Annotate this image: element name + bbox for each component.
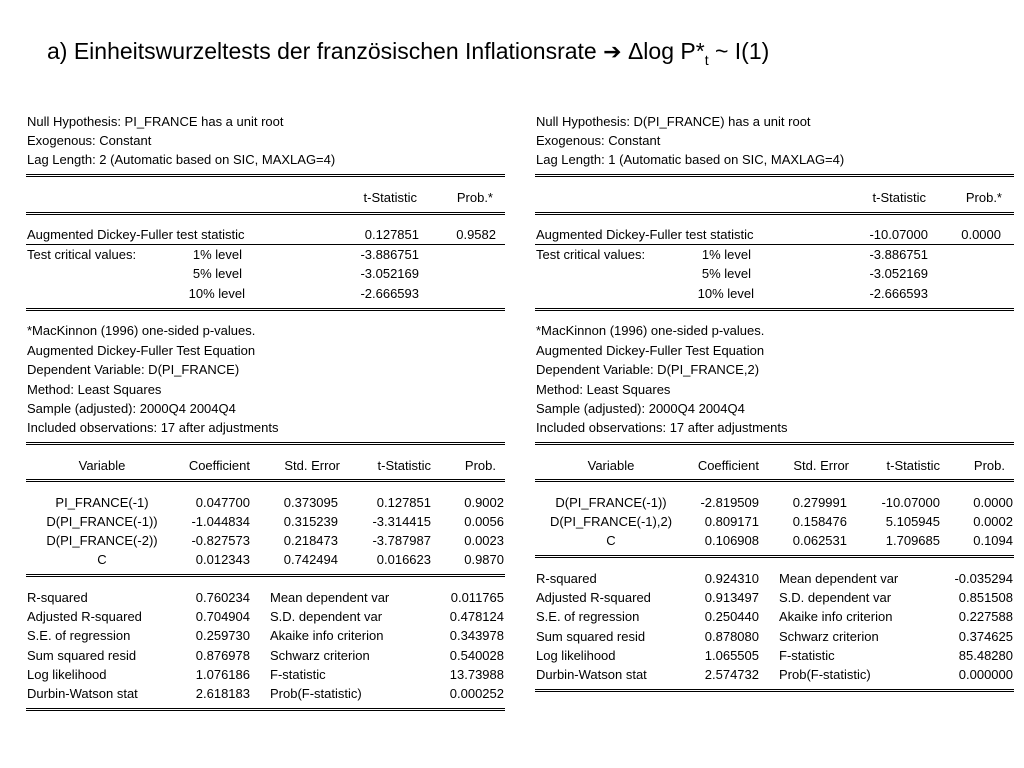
col-header-prob: Prob. [464,458,496,473]
reg-header-row [535,456,1014,475]
table-row [26,550,505,569]
stat-label: Sum squared resid [27,648,137,663]
page-title [47,36,769,69]
reg-coef: 0.809171 [704,514,759,529]
adf-prob: 0.0000 [961,227,1001,242]
adf-row [535,225,1014,244]
crit-value: -3.886751 [360,247,419,262]
stat-label: Schwarz criterion [779,629,879,644]
stats-row [535,646,1014,665]
lag-length-line: Lag Length: 2 (Automatic based on SIC, MAXLAG=4) [27,152,336,167]
table-row [535,493,1014,512]
divider [26,442,505,445]
reg-prob: 0.0023 [464,533,504,548]
stat-value: -0.035294 [954,571,1013,586]
title-tail: ~ I(1) [714,38,770,64]
reg-variable: C [97,552,107,567]
stat-value: 0.343978 [449,628,504,643]
table-row [26,493,505,512]
stat-label: Schwarz criterion [270,648,370,663]
lag-length-line: Lag Length: 1 (Automatic based on SIC, MAXLAG=4) [536,152,845,167]
note-line: Sample (adjusted): 2000Q4 2004Q4 [536,401,745,416]
stats-row [535,627,1014,646]
arrow-right-icon: ➔ [603,39,622,64]
reg-variable: D(PI_FRANCE(-1),2) [549,514,673,529]
stat-label: S.E. of regression [536,609,640,624]
adf-tstat: -10.07000 [869,227,928,242]
divider [26,174,505,177]
table-row [26,512,505,531]
stat-value: 0.924310 [704,571,759,586]
stat-value: 0.250440 [704,609,759,624]
note-line: Method: Least Squares [536,382,671,397]
note-line: Augmented Dickey-Fuller Test Equation [536,343,765,358]
crit-label: Test critical values: [536,247,646,262]
stat-label: Prob(F-statistic) [779,667,871,682]
left-panel [26,112,505,732]
divider [26,708,505,711]
crit-value: -3.052169 [869,266,928,281]
stat-value: 0.704904 [195,609,250,624]
reg-tstat: -10.07000 [881,495,940,510]
adf-prob: 0.9582 [456,227,496,242]
stats-row [26,646,505,665]
reg-prob: 0.1094 [973,533,1013,548]
crit-level: 1% level [192,247,242,262]
title-main: a) Einheitswurzeltests der französischen Inflationsrate [47,38,597,64]
note-line: Sample (adjusted): 2000Q4 2004Q4 [27,401,236,416]
col-header-tstatistic: t-Statistic [886,458,940,473]
reg-prob: 0.0000 [973,495,1013,510]
title-expression: Δlog P* [627,38,705,64]
crit-row [26,245,505,264]
reg-std-error: 0.218473 [283,533,338,548]
stat-label: Akaike info criterion [270,628,384,643]
reg-tstat: 1.709685 [885,533,940,548]
note-line: Included observations: 17 after adjustments [27,420,279,435]
stat-value: 2.618183 [195,686,250,701]
stat-value: 0.851508 [958,590,1013,605]
stat-value: 0.478124 [449,609,504,624]
note-line: Dependent Variable: D(PI_FRANCE,2) [536,362,760,377]
note-line: *MacKinnon (1996) one-sided p-values. [27,323,256,338]
crit-level: 10% level [697,286,754,301]
crit-label: Test critical values: [27,247,137,262]
crit-level: 5% level [192,266,242,281]
stat-value: 85.48280 [958,648,1013,663]
reg-variable: D(PI_FRANCE(-2)) [46,533,158,548]
exogenous-line: Exogenous: Constant [536,133,661,148]
reg-coef: 0.047700 [195,495,250,510]
col-header-variable: Variable [78,458,126,473]
reg-tstat: 5.105945 [885,514,940,529]
divider [535,689,1014,692]
stats-row [535,569,1014,588]
reg-coef: -0.827573 [191,533,250,548]
stat-label: R-squared [536,571,597,586]
reg-std-error: 0.373095 [283,495,338,510]
reg-variable: D(PI_FRANCE(-1)) [555,495,667,510]
stats-row [535,665,1014,684]
note-line: Included observations: 17 after adjustments [536,420,788,435]
reg-prob: 0.0056 [464,514,504,529]
note-line: Augmented Dickey-Fuller Test Equation [27,343,256,358]
stats-row [26,588,505,607]
crit-value: -2.666593 [869,286,928,301]
col-header-std-error: Std. Error [793,458,849,473]
col-header-prob: Prob.* [456,190,493,205]
adf-label: Augmented Dickey-Fuller test statistic [536,227,754,242]
reg-tstat: -3.314415 [372,514,431,529]
col-header-std-error: Std. Error [284,458,340,473]
crit-level: 5% level [701,266,751,281]
note-line: Dependent Variable: D(PI_FRANCE) [27,362,240,377]
note-line: *MacKinnon (1996) one-sided p-values. [536,323,765,338]
stat-label: S.D. dependent var [270,609,383,624]
divider [26,212,505,215]
stat-label: Durbin-Watson stat [27,686,138,701]
reg-prob: 0.9002 [464,495,504,510]
adf-tstat: 0.127851 [364,227,419,242]
exogenous-line: Exogenous: Constant [27,133,152,148]
col-header-coefficient: Coefficient [188,458,250,473]
stat-value: 1.065505 [704,648,759,663]
stat-value: 0.374625 [958,629,1013,644]
reg-std-error: 0.315239 [283,514,338,529]
hypothesis-line: Null Hypothesis: D(PI_FRANCE) has a unit root [536,114,811,129]
stat-label: Mean dependent var [779,571,899,586]
col-header-prob: Prob. [973,458,1005,473]
adf-label: Augmented Dickey-Fuller test statistic [27,227,245,242]
stat-value: 0.011765 [450,590,504,605]
crit-row [26,284,505,303]
stat-label: Sum squared resid [536,629,646,644]
col-header-prob: Prob.* [965,190,1002,205]
reg-std-error: 0.279991 [792,495,847,510]
stat-label: Adjusted R-squared [536,590,651,605]
reg-tstat: 0.127851 [376,495,431,510]
stat-value: 0.878080 [704,629,759,644]
hypothesis-line: Null Hypothesis: PI_FRANCE has a unit root [27,114,284,129]
reg-coef: -1.044834 [191,514,250,529]
reg-variable: C [606,533,616,548]
reg-header-row [26,456,505,475]
stat-value: 0.540028 [449,648,504,663]
reg-tstat: 0.016623 [376,552,431,567]
reg-std-error: 0.062531 [792,533,847,548]
stat-value: 13.73988 [449,667,504,682]
crit-row [535,264,1014,283]
col-header-tstatistic: t-Statistic [377,458,431,473]
stat-label: F-statistic [270,667,326,682]
divider [535,555,1014,558]
col-header-tstat: t-Statistic [363,190,417,205]
divider [535,442,1014,445]
table-row [535,512,1014,531]
reg-variable: PI_FRANCE(-1) [55,495,149,510]
crit-row [535,245,1014,264]
crit-value: -3.052169 [360,266,419,281]
stat-value: 0.876978 [195,648,250,663]
crit-row [26,264,505,283]
right-panel [535,112,1014,732]
stat-label: S.E. of regression [27,628,131,643]
reg-coef: 0.012343 [195,552,250,567]
stat-label: F-statistic [779,648,835,663]
table-row [535,531,1014,550]
stats-row [26,607,505,626]
divider [535,479,1014,482]
stat-label: Mean dependent var [270,590,390,605]
divider [535,212,1014,215]
stat-value: 0.000000 [958,667,1013,682]
stat-value: 0.227588 [958,609,1013,624]
stat-value: 0.259730 [195,628,250,643]
stat-label: Log likelihood [27,667,107,682]
crit-row [535,284,1014,303]
stat-value: 0.760234 [195,590,250,605]
stat-label: Prob(F-statistic) [270,686,362,701]
stat-label: R-squared [27,590,88,605]
col-header-coefficient: Coefficient [697,458,759,473]
stat-value: 0.000252 [449,686,504,701]
divider [26,308,505,311]
stat-label: S.D. dependent var [779,590,892,605]
col-header-tstat: t-Statistic [872,190,926,205]
divider [535,174,1014,177]
adf-row [26,225,505,244]
stats-row [26,684,505,703]
title-subscript: t [704,52,709,68]
stat-value: 0.913497 [704,590,759,605]
stat-label: Durbin-Watson stat [536,667,647,682]
crit-level: 10% level [188,286,245,301]
stats-row [535,607,1014,626]
divider [535,308,1014,311]
crit-value: -3.886751 [869,247,928,262]
divider [26,574,505,577]
reg-coef: 0.106908 [704,533,759,548]
crit-level: 1% level [701,247,751,262]
stat-label: Log likelihood [536,648,616,663]
divider [26,479,505,482]
note-line: Method: Least Squares [27,382,162,397]
table-row [26,531,505,550]
reg-std-error: 0.742494 [283,552,338,567]
reg-variable: D(PI_FRANCE(-1)) [46,514,158,529]
reg-coef: -2.819509 [700,495,759,510]
reg-tstat: -3.787987 [372,533,431,548]
stat-label: Akaike info criterion [779,609,893,624]
col-header-variable: Variable [587,458,635,473]
reg-prob: 0.0002 [973,514,1013,529]
stats-row [26,665,505,684]
reg-prob: 0.9870 [464,552,504,567]
stat-value: 2.574732 [704,667,759,682]
stat-value: 1.076186 [195,667,250,682]
crit-value: -2.666593 [360,286,419,301]
stat-label: Adjusted R-squared [27,609,142,624]
reg-std-error: 0.158476 [792,514,847,529]
stats-row [26,626,505,645]
stats-row [535,588,1014,607]
